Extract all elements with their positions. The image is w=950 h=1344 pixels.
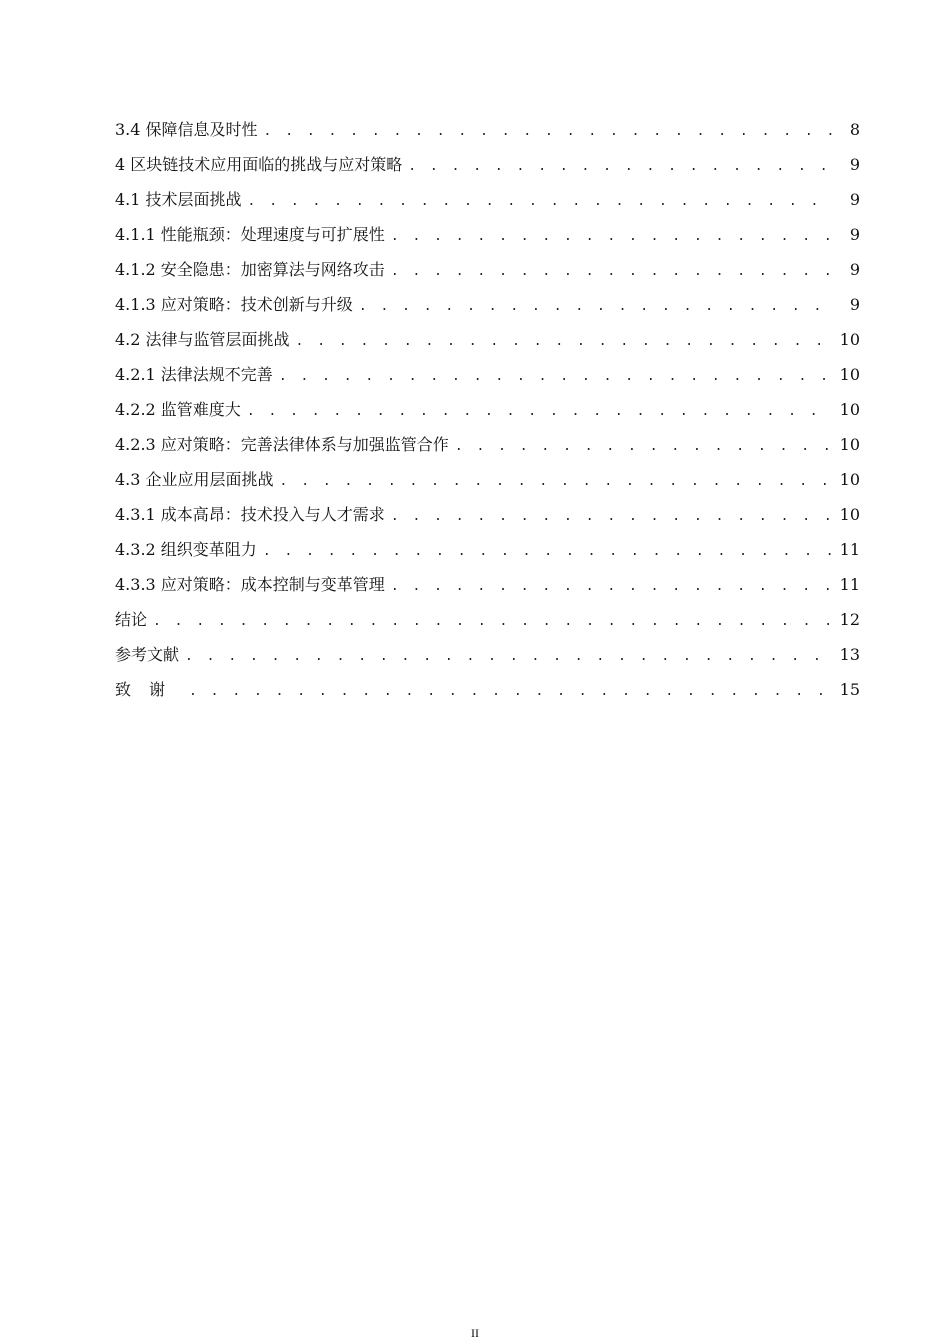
toc-entry-title: 4.3.2 组织变革阻力 xyxy=(115,540,257,559)
toc-entry-title: 4.1.2 安全隐患：加密算法与网络攻击 xyxy=(115,260,385,279)
toc-entry-title: 4.2.2 监管难度大 xyxy=(115,400,241,419)
toc-entry-page: 10 xyxy=(839,470,860,489)
toc-entry-page: 9 xyxy=(849,155,860,174)
toc-entry[interactable] xyxy=(115,357,860,392)
toc-entry-page: 13 xyxy=(839,645,860,664)
toc-leader-dots xyxy=(153,604,832,639)
toc-entry-page: 11 xyxy=(839,540,860,559)
toc-entry-page: 12 xyxy=(839,610,860,629)
toc-entry[interactable] xyxy=(115,567,860,602)
toc-entry-title: 4.3 企业应用层面挑战 xyxy=(115,470,274,489)
toc-entry-page: 9 xyxy=(849,190,860,209)
toc-entry[interactable] xyxy=(115,322,860,357)
toc-leader-dots xyxy=(391,254,832,289)
toc-leader-dots xyxy=(279,359,832,394)
toc-entry-title: 3.4 保障信息及时性 xyxy=(115,120,258,139)
toc-entry-page: 10 xyxy=(839,365,860,384)
toc-entry-title: 4.3.1 成本高昂：技术投入与人才需求 xyxy=(115,505,385,524)
toc-leader-dots xyxy=(359,289,832,324)
toc-entry[interactable] xyxy=(115,532,860,567)
toc-entry-page: 9 xyxy=(849,295,860,314)
toc-entry-title: 4.1 技术层面挑战 xyxy=(115,190,242,209)
toc-entry-title: 4.3.3 应对策略：成本控制与变革管理 xyxy=(115,575,385,594)
toc-entry[interactable] xyxy=(115,602,860,637)
toc-entry-title: 致谢 xyxy=(115,680,184,699)
toc-entry[interactable] xyxy=(115,637,860,672)
toc-entry-title: 4.1.3 应对策略：技术创新与升级 xyxy=(115,295,353,314)
toc-entry[interactable] xyxy=(115,182,860,217)
toc-entry-title: 结论 xyxy=(115,610,148,629)
toc-entry[interactable] xyxy=(115,462,860,497)
toc-entry[interactable] xyxy=(115,672,860,707)
toc-leader-dots xyxy=(391,219,832,254)
toc-entry[interactable] xyxy=(115,112,860,147)
toc-entry[interactable] xyxy=(115,392,860,427)
toc-entry-page: 10 xyxy=(839,330,860,349)
toc-entry-page: 9 xyxy=(849,260,860,279)
toc-leader-dots xyxy=(185,639,832,674)
toc-entry[interactable] xyxy=(115,287,860,322)
toc-entry[interactable] xyxy=(115,427,860,462)
toc-entry-title: 参考文献 xyxy=(115,645,180,664)
toc-leader-dots xyxy=(247,394,832,429)
toc-entry-page: 15 xyxy=(839,680,860,699)
toc-entry-page: 10 xyxy=(839,505,860,524)
toc-entry[interactable] xyxy=(115,147,860,182)
toc-entry[interactable] xyxy=(115,217,860,252)
toc-entry[interactable] xyxy=(115,252,860,287)
toc-leader-dots xyxy=(296,324,832,359)
toc-entry-title: 4.2.1 法律法规不完善 xyxy=(115,365,273,384)
toc-leader-dots xyxy=(408,149,832,184)
toc-entry-title: 4.1.1 性能瓶颈：处理速度与可扩展性 xyxy=(115,225,385,244)
toc-entry[interactable] xyxy=(115,497,860,532)
toc-entry-page: 10 xyxy=(839,435,860,454)
toc-entry-title: 4.2 法律与监管层面挑战 xyxy=(115,330,290,349)
table-of-contents xyxy=(115,112,860,707)
toc-entry-page: 11 xyxy=(839,575,860,594)
toc-leader-dots xyxy=(455,429,832,464)
page-number: II xyxy=(471,1326,479,1340)
toc-leader-dots xyxy=(280,464,832,499)
toc-entry-page: 9 xyxy=(849,225,860,244)
toc-entry-page: 10 xyxy=(839,400,860,419)
toc-entry-page: 8 xyxy=(849,120,860,139)
toc-leader-dots xyxy=(264,114,832,149)
toc-leader-dots xyxy=(248,184,832,219)
toc-leader-dots xyxy=(263,534,832,569)
toc-entry-title: 4 区块链技术应用面临的挑战与应对策略 xyxy=(115,155,403,174)
toc-leader-dots xyxy=(391,569,832,604)
toc-leader-dots xyxy=(391,499,832,534)
toc-leader-dots xyxy=(189,674,832,709)
toc-entry-title: 4.2.3 应对策略：完善法律体系与加强监管合作 xyxy=(115,435,449,454)
